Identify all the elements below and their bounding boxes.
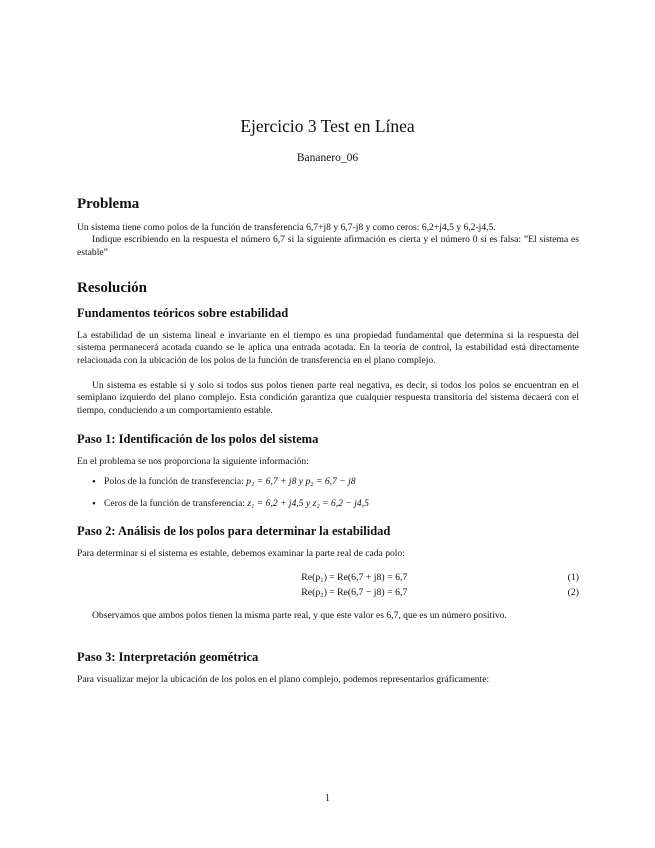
paso2-observation-text: Observamos que ambos polos tienen la misma parte real, y que este valor es 6,7, que es un número positivo. (92, 610, 507, 621)
poles-math: p₁ = 6,7 + j8 y p₂ = 6,7 − j8 (246, 476, 356, 487)
problema-question: Indique escribiendo en la respuesta el número 6,7 si la siguiente afirmación es cierta y el número 0 si es falsa: ”El sistema es estable” (77, 234, 579, 258)
subsection-heading-paso2: Paso 2: Análisis de los polos para determinar la estabilidad (77, 524, 391, 538)
zeros-label: Ceros de la función de transferencia: (104, 498, 245, 509)
equation-1-lhs: Re(p₁) (301, 572, 327, 583)
equation-2-rhs: = Re(6,7 − j8) = 6,7 (329, 587, 408, 598)
section-heading-problema: Problema (77, 196, 140, 212)
paso2-observation (77, 610, 579, 622)
paso2-intro: Para determinar si el sistema es estable, debemos examinar la parte real de cada polo: (77, 548, 405, 559)
zeros-math: z₁ = 6,2 + j4,5 y z₂ = 6,2 − j4,5 (247, 498, 369, 509)
list-item (92, 476, 582, 498)
subsection-heading-fundamentos: Fundamentos teóricos sobre estabilidad (77, 306, 289, 320)
subsection-heading-paso1: Paso 1: Identificación de los polos del sistema (77, 432, 319, 446)
equation-1-rhs: = Re(6,7 + j8) = 6,7 (329, 572, 408, 583)
fundamentos-stability-condition: Un sistema es estable si y solo si todos sus polos tienen parte real negativa, es decir, si todos los polos se encuentran en el semiplano izquierdo del plano complejo. Esta condición garantiza que cualquier respuesta transitoria del sistema decaerá con el tiempo, conduciendo a un comportamiento estable. (77, 380, 579, 416)
equation-1 (77, 572, 579, 585)
paso1-list (92, 476, 582, 520)
fundamentos-paragraph-2 (77, 380, 579, 417)
problema-paragraph (77, 222, 579, 259)
document-author: Bananero_06 (296, 152, 359, 164)
equation-1-number: (1) (567, 572, 579, 583)
equation-2-lhs: Re(p₂) (301, 587, 327, 598)
subsection-heading-paso3: Paso 3: Interpretación geométrica (77, 650, 259, 664)
fundamentos-paragraph-1: La estabilidad de un sistema lineal e invariante en el tiempo es una propiedad fundamental que determina si la respuesta del sistema permanecerá acotada cuando se le aplica una entrada acotada. En la teoría de control, la estabilidad está directamente relacionada con la ubicación de los polos de la función de transferencia en el plano complejo. (77, 330, 579, 366)
page-number: 1 (325, 793, 330, 804)
equation-2 (77, 587, 579, 600)
document-title: Ejercicio 3 Test en Línea (240, 116, 415, 136)
paso3-intro: Para visualizar mejor la ubicación de los polos en el plano complejo, podemos representarlos gráficamente: (77, 674, 490, 685)
list-item (92, 498, 582, 520)
paso1-intro: En el problema se nos proporciona la siguiente información: (77, 456, 309, 467)
section-heading-resolucion: Resolución (77, 280, 148, 296)
equation-2-number: (2) (567, 587, 579, 598)
problema-statement: Un sistema tiene como polos de la función de transferencia 6,7+j8 y 6,7-j8 y como ceros: 6,2+j4,5 y 6,2-j4,5. (77, 222, 496, 233)
poles-label: Polos de la función de transferencia: (104, 476, 244, 487)
